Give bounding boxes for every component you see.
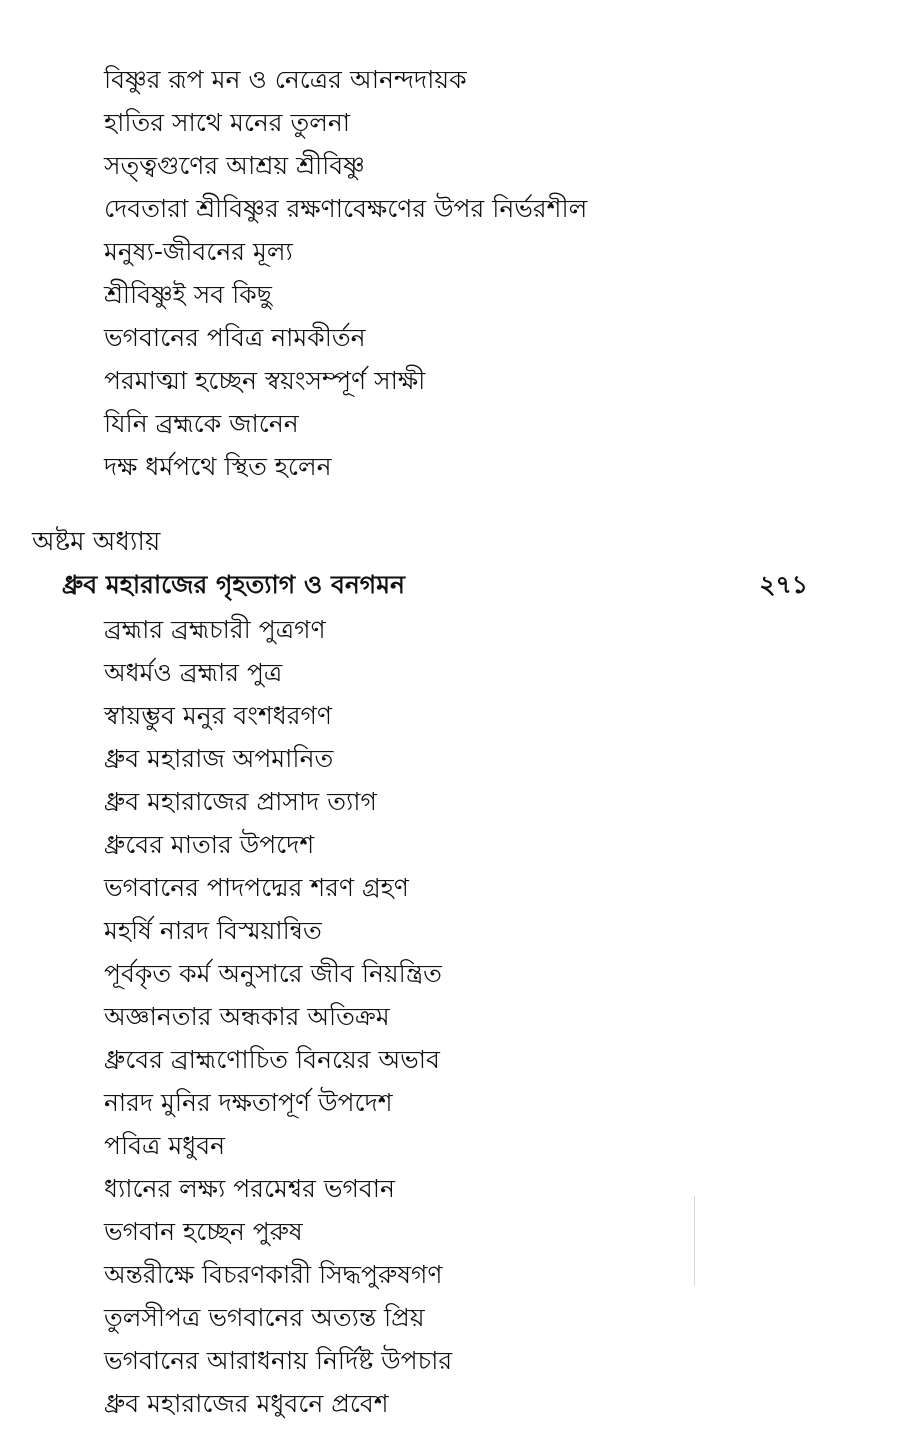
subtopic-item: সত্ত্বগুণের আশ্রয় শ্রীবিষ্ণু: [104, 151, 365, 180]
subtopic-item: ভগবানের পবিত্র নামকীর্তন: [104, 323, 366, 352]
subtopic-item: মনুষ্য-জীবনের মূল্য: [104, 237, 293, 266]
subtopic-item: যিনি ব্রহ্মকে জানেন: [104, 409, 299, 438]
subtopic-item: মহর্ষি নারদ বিস্ময়ান্বিত: [104, 916, 322, 945]
subtopic-item: ধ্রুবের মাতার উপদেশ: [104, 830, 315, 859]
section-entry: [62, 563, 822, 607]
subtopic-item: নারদ মুনির দক্ষতাপূর্ণ উপদেশ: [104, 1088, 393, 1117]
subtopic-item: পরমাত্মা হচ্ছেন স্বয়ংসম্পূর্ণ সাক্ষী: [104, 366, 426, 395]
subtopic-item: ধ্রুব মহারাজের প্রাসাদ ত্যাগ: [104, 787, 377, 816]
subtopic-item: অধর্মও ব্রহ্মার পুত্র: [104, 658, 283, 687]
subtopic-item: বিষ্ণুর রূপ মন ও নেত্রের আনন্দদায়ক: [104, 65, 467, 94]
subtopic-item: শ্রীবিষ্ণুই সব কিছু: [104, 280, 272, 309]
subtopic-item: ধ্রুব মহারাজ অপমানিত: [104, 744, 334, 773]
subtopic-item: ধ্রুবের ব্রাহ্মণোচিত বিনয়ের অভাব: [104, 1045, 440, 1074]
chapter-heading: অষ্টম অধ্যায়: [32, 527, 161, 557]
subtopic-list-chapter-eight: [104, 608, 452, 1425]
subtopic-item: হাতির সাথে মনের তুলনা: [104, 108, 351, 137]
subtopic-item: অন্তরীক্ষে বিচরণকারী সিদ্ধপুরুষগণ: [104, 1260, 443, 1289]
subtopic-item: ব্রহ্মার ব্রহ্মচারী পুত্রগণ: [104, 615, 326, 644]
subtopic-list-previous-chapter: [104, 58, 587, 488]
subtopic-item: দক্ষ ধর্মপথে স্থিত হলেন: [104, 452, 332, 481]
subtopic-item: অজ্ঞানতার অন্ধকার অতিক্রম: [104, 1002, 390, 1031]
section-page-number: ২৭১: [759, 570, 808, 599]
subtopic-item: পবিত্র মধুবন: [104, 1131, 226, 1160]
subtopic-item: স্বায়ম্ভুব মনুর বংশধরগণ: [104, 701, 333, 730]
subtopic-item: ধ্যানের লক্ষ্য পরমেশ্বর ভগবান: [104, 1174, 395, 1203]
subtopic-item: তুলসীপত্র ভগবানের অত্যন্ত প্রিয়: [104, 1303, 425, 1332]
subtopic-item: ভগবান হচ্ছেন পুরুষ: [104, 1217, 303, 1246]
scan-artifact-line: [694, 1196, 695, 1286]
section-title: ধ্রুব মহারাজের গৃহত্যাগ ও বনগমন: [62, 570, 405, 599]
subtopic-item: ভগবানের পাদপদ্মের শরণ গ্রহণ: [104, 873, 409, 902]
subtopic-item: ভগবানের আরাধনায় নির্দিষ্ট উপচার: [104, 1346, 453, 1375]
subtopic-item: দেবতারা শ্রীবিষ্ণুর রক্ষণাবেক্ষণের উপর নির্ভরশীল: [104, 194, 588, 223]
subtopic-item: পূর্বকৃত কর্ম অনুসারে জীব নিয়ন্ত্রিত: [104, 959, 442, 988]
subtopic-item: ধ্রুব মহারাজের মধুবনে প্রবেশ: [104, 1389, 389, 1418]
